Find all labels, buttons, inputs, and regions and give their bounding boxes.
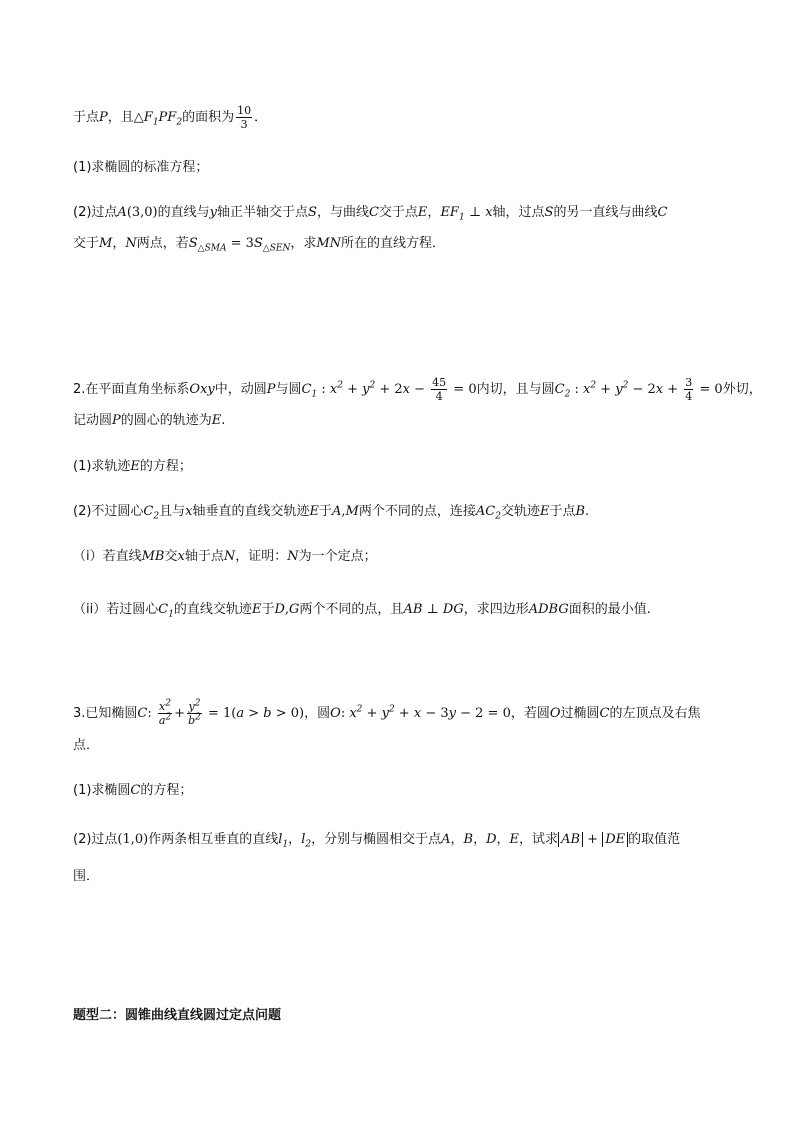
p1-question-2-line-1: (2)过点A(3,0)的直线与y轴正半轴交于点S，与曲线C交于点E，$EF_1$ ⊥ x轴，过点S的另一直线与曲线C <box>73 205 668 223</box>
fraction-area: $\frac{10}{3}$ <box>237 104 252 131</box>
p3-question-1: (1)求椭圆C的方程； <box>73 783 193 798</box>
p2-question-2: (2)不过圆心$C_2$且与x轴垂直的直线交轨迹E于A,M两个不同的点，连接$AC_2$交轨迹E于点B. <box>73 504 590 522</box>
p3-line-2: 点． <box>73 738 100 753</box>
math-area-relation: $S_{\triangle SMA} = 3S_{\triangle SEN}$ <box>188 236 291 254</box>
p1-line-1: 于点P，且$\triangle F_1PF_2$的面积为 $\frac{10}{3}$ ． <box>73 104 268 131</box>
p2-question-1: (1)求轨迹E的方程； <box>73 459 192 474</box>
math-point-p: P <box>99 110 108 125</box>
p2-line-2: 记动圆P的圆心的轨迹为E. <box>73 413 226 428</box>
p3-question-2: (2)过点(1,0)作两条相互垂直的直线$l_1$，$l_2$，分别与椭圆相交于点A，B，D，E，试求 AB + DE 的取值范 <box>73 832 681 850</box>
math-circle-c1: $C_1$ : $x^2 + y^2 + 2x$ − <box>301 380 430 400</box>
p3-line-last: 围． <box>73 869 100 884</box>
math-ef1-perp-x: $EF_1$ ⊥ x <box>440 205 493 223</box>
math-triangle-f1pf2: $\triangle F_1PF_2$ <box>133 110 183 128</box>
p2-question-2-i: （i）若直线MB交x轴于点N，证明：N为一个定点； <box>73 549 377 564</box>
p2-line-1: 2.在平面直角坐标系Oxy中，动圆P与圆$C_1$ : $x^2 + y^2 + 2x$ − $\frac{45}{4}$ = 0内切，且与圆$C_2$ : $x^2 + y^2 - 2x$ + $\frac{3}{4}$ = 0外切， <box>73 376 762 403</box>
p1-question-2-line-2: 交于M，N两点，若$S_{\triangle SMA} = 3S_{\triangle SEN}$，求MN所在的直线方程． <box>73 236 446 254</box>
math-abs-sum: AB + DE <box>558 832 628 847</box>
math-circle-o: $x^2 + y^2 + x - 3y - 2 = 0$ <box>349 704 511 721</box>
math-circle-c2: $C_2$ : $x^2 + y^2 - 2x$ + <box>554 380 683 400</box>
p2-question-2-ii: （ii）若过圆心$C_1$的直线交轨迹E于D,G两个不同的点，且AB ⊥ DG，求四边形ADBG面积的最小值. <box>73 602 651 620</box>
p1-question-1: (1)求椭圆的标准方程； <box>73 160 209 175</box>
p3-line-1: 3.已知椭圆C: $\frac{x^2}{a^2}$ + $\frac{y^2}{b^2}$ = 1(a > b > 0)，圆O: $x^2 + y^2 + x - 3y - 2 = 0$，若圆O过椭圆C的左顶点及右焦 <box>73 698 701 727</box>
section-title: 题型二：圆锥曲线直线圆过定点问题 <box>73 1008 282 1023</box>
